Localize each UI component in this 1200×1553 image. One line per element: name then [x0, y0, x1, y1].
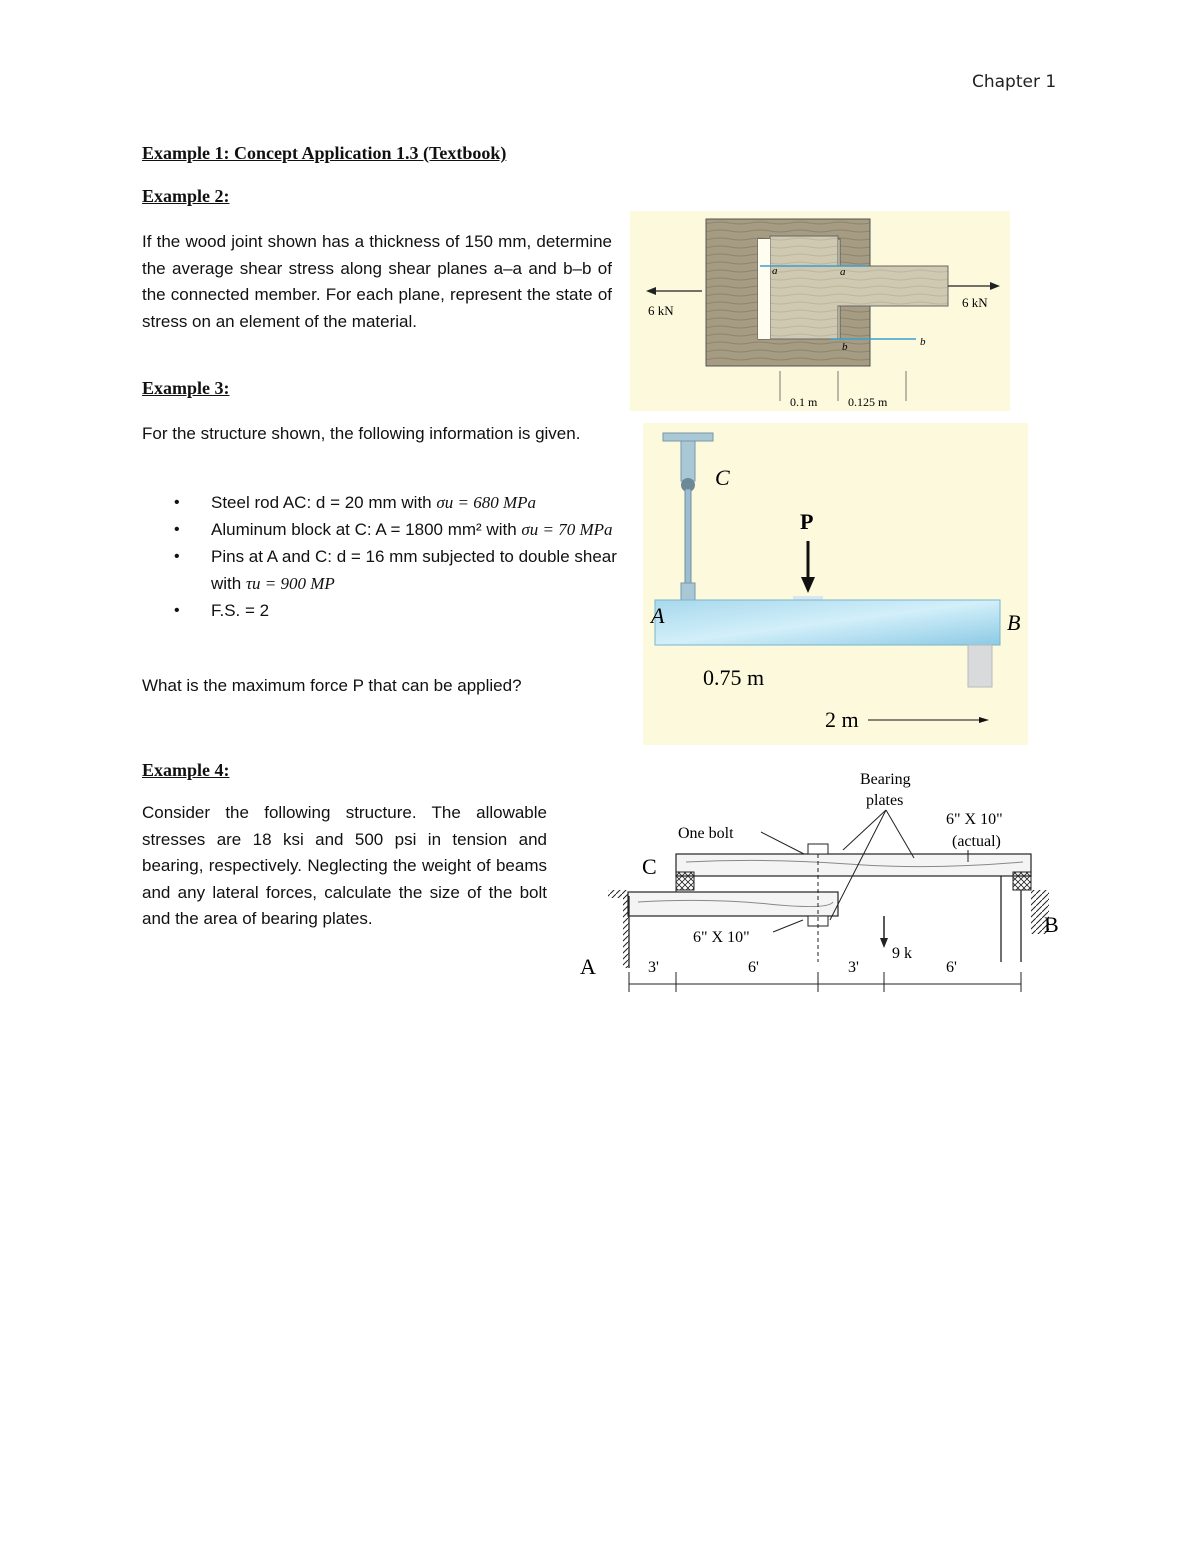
beam-bolt-figure [568, 762, 1078, 1000]
given-list [142, 489, 632, 624]
wood-joint-figure [630, 211, 1010, 411]
label-size-top: 6" X 10" [946, 811, 1003, 828]
given-item: • Pins at A and C: d = 16 mm subjected to double shear with τu = 900 MP [142, 543, 632, 597]
label-b: B [1007, 610, 1021, 635]
example-1-heading: Example 1: Concept Application 1.3 (Textbook) [142, 143, 507, 163]
load-9k: 9 k [892, 945, 912, 962]
label-size-bottom: 6" X 10" [693, 929, 750, 946]
label-plates: plates [866, 792, 904, 809]
label-a: A [580, 954, 596, 979]
label-actual: (actual) [952, 833, 1001, 850]
label-a-left: a [772, 265, 778, 277]
example-4-text: Consider the following structure. The allowable stresses are 18 ksi and 500 psi in tension and bearing, respectively. Neglecting the weight of beams and any lateral forces, calculate the size of the bolt and the area of bearing plates. [142, 803, 547, 928]
dim-0-125: 0.125 m [848, 395, 888, 409]
label-a: A [651, 603, 665, 628]
dim-0-1: 0.1 m [790, 395, 818, 409]
label-b-left: b [842, 341, 848, 353]
load-left: 6 kN [648, 303, 674, 318]
dim-label: 6' [748, 959, 759, 976]
label-p: P [800, 509, 814, 534]
chapter-header: Chapter 1 [972, 72, 1057, 92]
dim-0-75: 0.75 m [703, 665, 765, 690]
load-right: 6 kN [962, 295, 988, 310]
given-item: • Aluminum block at C: A = 1800 mm² with σu = 70 MPa [142, 516, 632, 543]
dim-label: 3' [848, 959, 859, 976]
label-bearing: Bearing [860, 771, 911, 788]
label-a-right: a [840, 266, 846, 278]
example-2-text: If the wood joint shown has a thickness of 150 mm, determine the average shear stress along shear planes a–a and b–b of the connected member. For each plane, represent the state of stress on an element of the material. [142, 232, 612, 331]
label-c: C [715, 465, 730, 490]
given-item: • Steel rod AC: d = 20 mm with σu = 680 MPa [142, 489, 632, 516]
example-3-question: What is the maximum force P that can be applied? [142, 676, 522, 695]
dim-2: 2 m [825, 707, 859, 732]
structure-figure [643, 423, 1028, 745]
example-4-heading: Example 4: [142, 760, 230, 780]
dim-label: 6' [946, 959, 957, 976]
example-3-intro: For the structure shown, the following information is given. [142, 424, 581, 443]
given-item: • F.S. = 2 [142, 597, 632, 624]
label-b: B [1044, 912, 1059, 937]
dim-label: 3' [648, 959, 659, 976]
label-b-right: b [920, 336, 926, 348]
example-2-heading: Example 2: [142, 186, 230, 206]
example-3-heading: Example 3: [142, 378, 230, 398]
label-c: C [642, 854, 657, 879]
label-one-bolt: One bolt [678, 825, 734, 842]
